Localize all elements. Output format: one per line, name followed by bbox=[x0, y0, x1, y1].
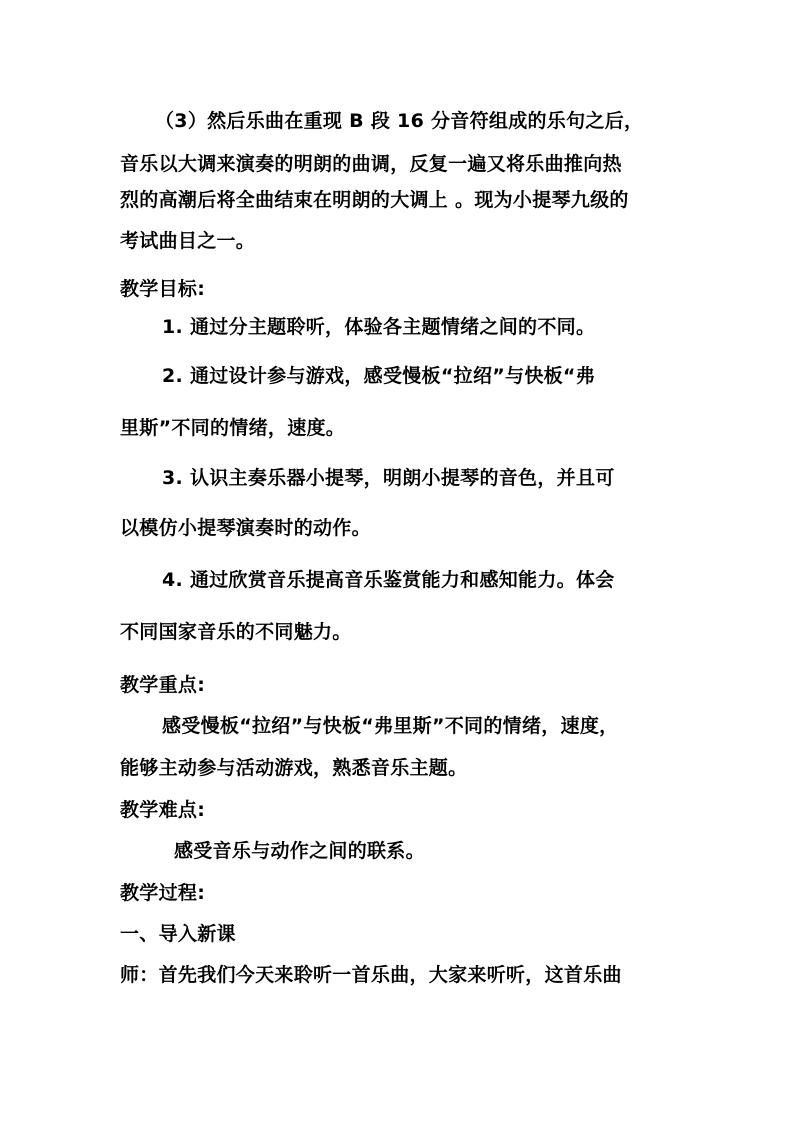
objectives-heading: 教学目标: bbox=[120, 278, 206, 300]
process-section1: 一、导入新课 bbox=[120, 923, 236, 945]
para1-line2: 音乐以大调来演奏的明朗的曲调，反复一遍又将乐曲推向热 bbox=[120, 153, 622, 175]
difficulties-line1: 感受音乐与动作之间的联系。 bbox=[174, 840, 425, 862]
para1-line4: 考试曲目之一。 bbox=[120, 230, 256, 252]
key-points-line2: 能够主动参与活动游戏，熟悉音乐主题。 bbox=[120, 757, 468, 779]
key-points-line1: 感受慢板“拉绍”与快板“弗里斯”不同的情绪，速度， bbox=[162, 715, 619, 737]
objective-item-4-line1: 4. 通过欣赏音乐提高音乐鉴赏能力和感知能力。体会 bbox=[162, 569, 615, 591]
objective-item-2-line2: 里斯”不同的情绪，速度。 bbox=[120, 417, 346, 439]
para1-line1: （3）然后乐曲在重现 B 段 16 分音符组成的乐句之后， bbox=[155, 110, 644, 132]
objective-item-3-line1: 3. 认识主奏乐器小提琴，明朗小提琴的音色，并且可 bbox=[162, 467, 615, 489]
para1-line3: 烈的高潮后将全曲结束在明朗的大调上 。现为小提琴九级的 bbox=[120, 189, 629, 211]
objective-item-1: 1. 通过分主题聆听，体验各主题情绪之间的不同。 bbox=[162, 316, 596, 338]
objective-item-3-line2: 以模仿小提琴演奏时的动作。 bbox=[120, 517, 371, 539]
objective-item-4-line2: 不同国家音乐的不同魅力。 bbox=[120, 621, 352, 643]
teacher-line: 师：首先我们今天来聆听一首乐曲，大家来听听，这首乐曲 bbox=[120, 964, 622, 986]
difficulties-heading: 教学难点: bbox=[120, 799, 206, 821]
objective-item-2-line1: 2. 通过设计参与游戏，感受慢板“拉绍”与快板“弗 bbox=[162, 365, 596, 387]
process-heading: 教学过程: bbox=[120, 882, 206, 904]
key-points-heading: 教学重点: bbox=[120, 674, 206, 696]
